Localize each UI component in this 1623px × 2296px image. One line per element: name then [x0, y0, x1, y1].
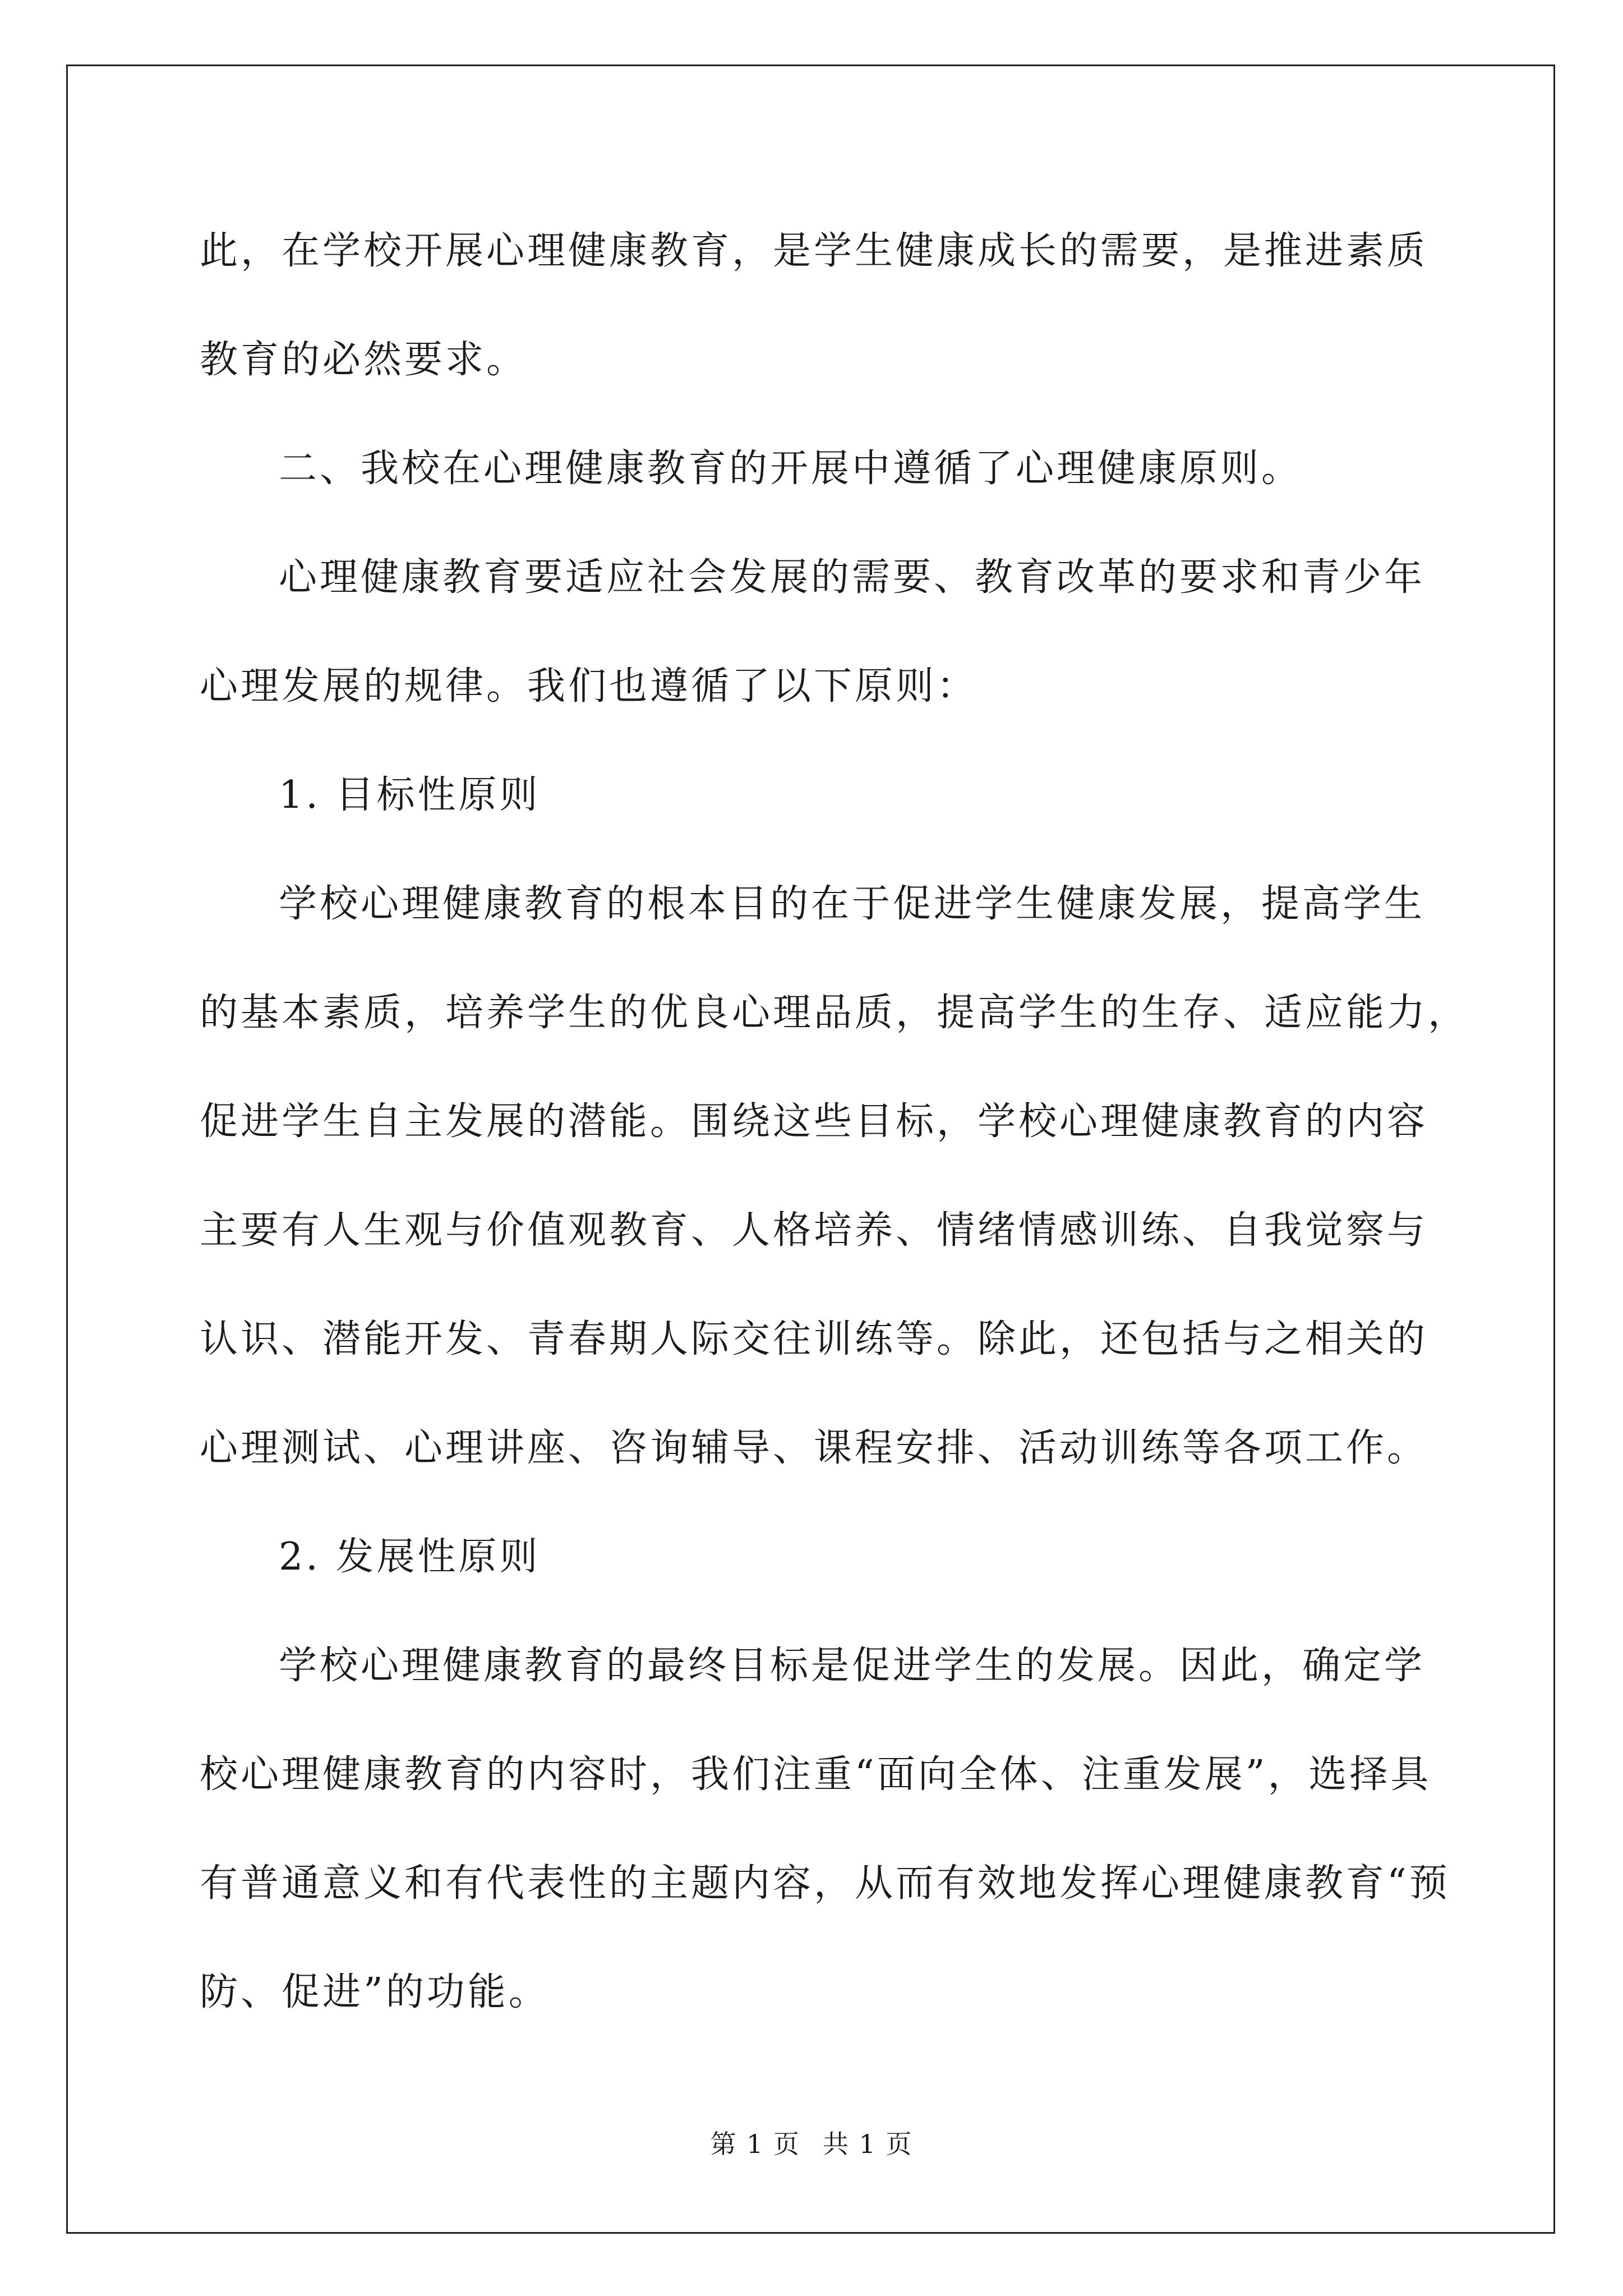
page-footer	[0, 2124, 1623, 2161]
paragraph-line: 学校心理健康教育的根本目的在于促进学生健康发展，提高学生	[279, 882, 1426, 926]
subsection-heading: 2. 发展性原则	[279, 1535, 541, 1579]
paragraph-line: 学校心理健康教育的最终目标是促进学生的发展。因此，确定学	[279, 1644, 1426, 1688]
paragraph-line: 防、促进”的功能。	[200, 1970, 550, 2014]
subsection-heading: 1. 目标性原则	[279, 773, 541, 817]
section-heading: 二、我校在心理健康教育的开展中遵循了心理健康原则。	[279, 447, 1303, 491]
paragraph-line: 心理发展的规律。我们也遵循了以下原则：	[200, 664, 978, 708]
paragraph-line: 心理测试、心理讲座、咨询辅导、课程安排、活动训练等各项工作。	[200, 1426, 1428, 1470]
paragraph-line: 的基本素质，培养学生的优良心理品质，提高学生的生存、适应能力，	[200, 991, 1469, 1035]
paragraph-line: 教育的必然要求。	[200, 338, 528, 382]
page-total: 共 1 页	[823, 2129, 913, 2159]
paragraph-line: 校心理健康教育的内容时，我们注重“面向全体、注重发展”，选择具	[200, 1752, 1432, 1797]
paragraph-line: 心理健康教育要适应社会发展的需要、教育改革的要求和青少年	[279, 555, 1426, 600]
paragraph-line: 认识、潜能开发、青春期人际交往训练等。除此，还包括与之相关的	[200, 1317, 1428, 1361]
paragraph-line: 此，在学校开展心理健康教育，是学生健康成长的需要，是推进素质	[200, 229, 1428, 273]
page-number: 第 1 页	[710, 2129, 800, 2159]
page-border	[66, 65, 1555, 2234]
paragraph-line: 促进学生自主发展的潜能。围绕这些目标，学校心理健康教育的内容	[200, 1099, 1428, 1144]
paragraph-line: 有普通意义和有代表性的主题内容，从而有效地发挥心理健康教育“预	[200, 1861, 1450, 1906]
paragraph-line: 主要有人生观与价值观教育、人格培养、情绪情感训练、自我觉察与	[200, 1208, 1428, 1253]
